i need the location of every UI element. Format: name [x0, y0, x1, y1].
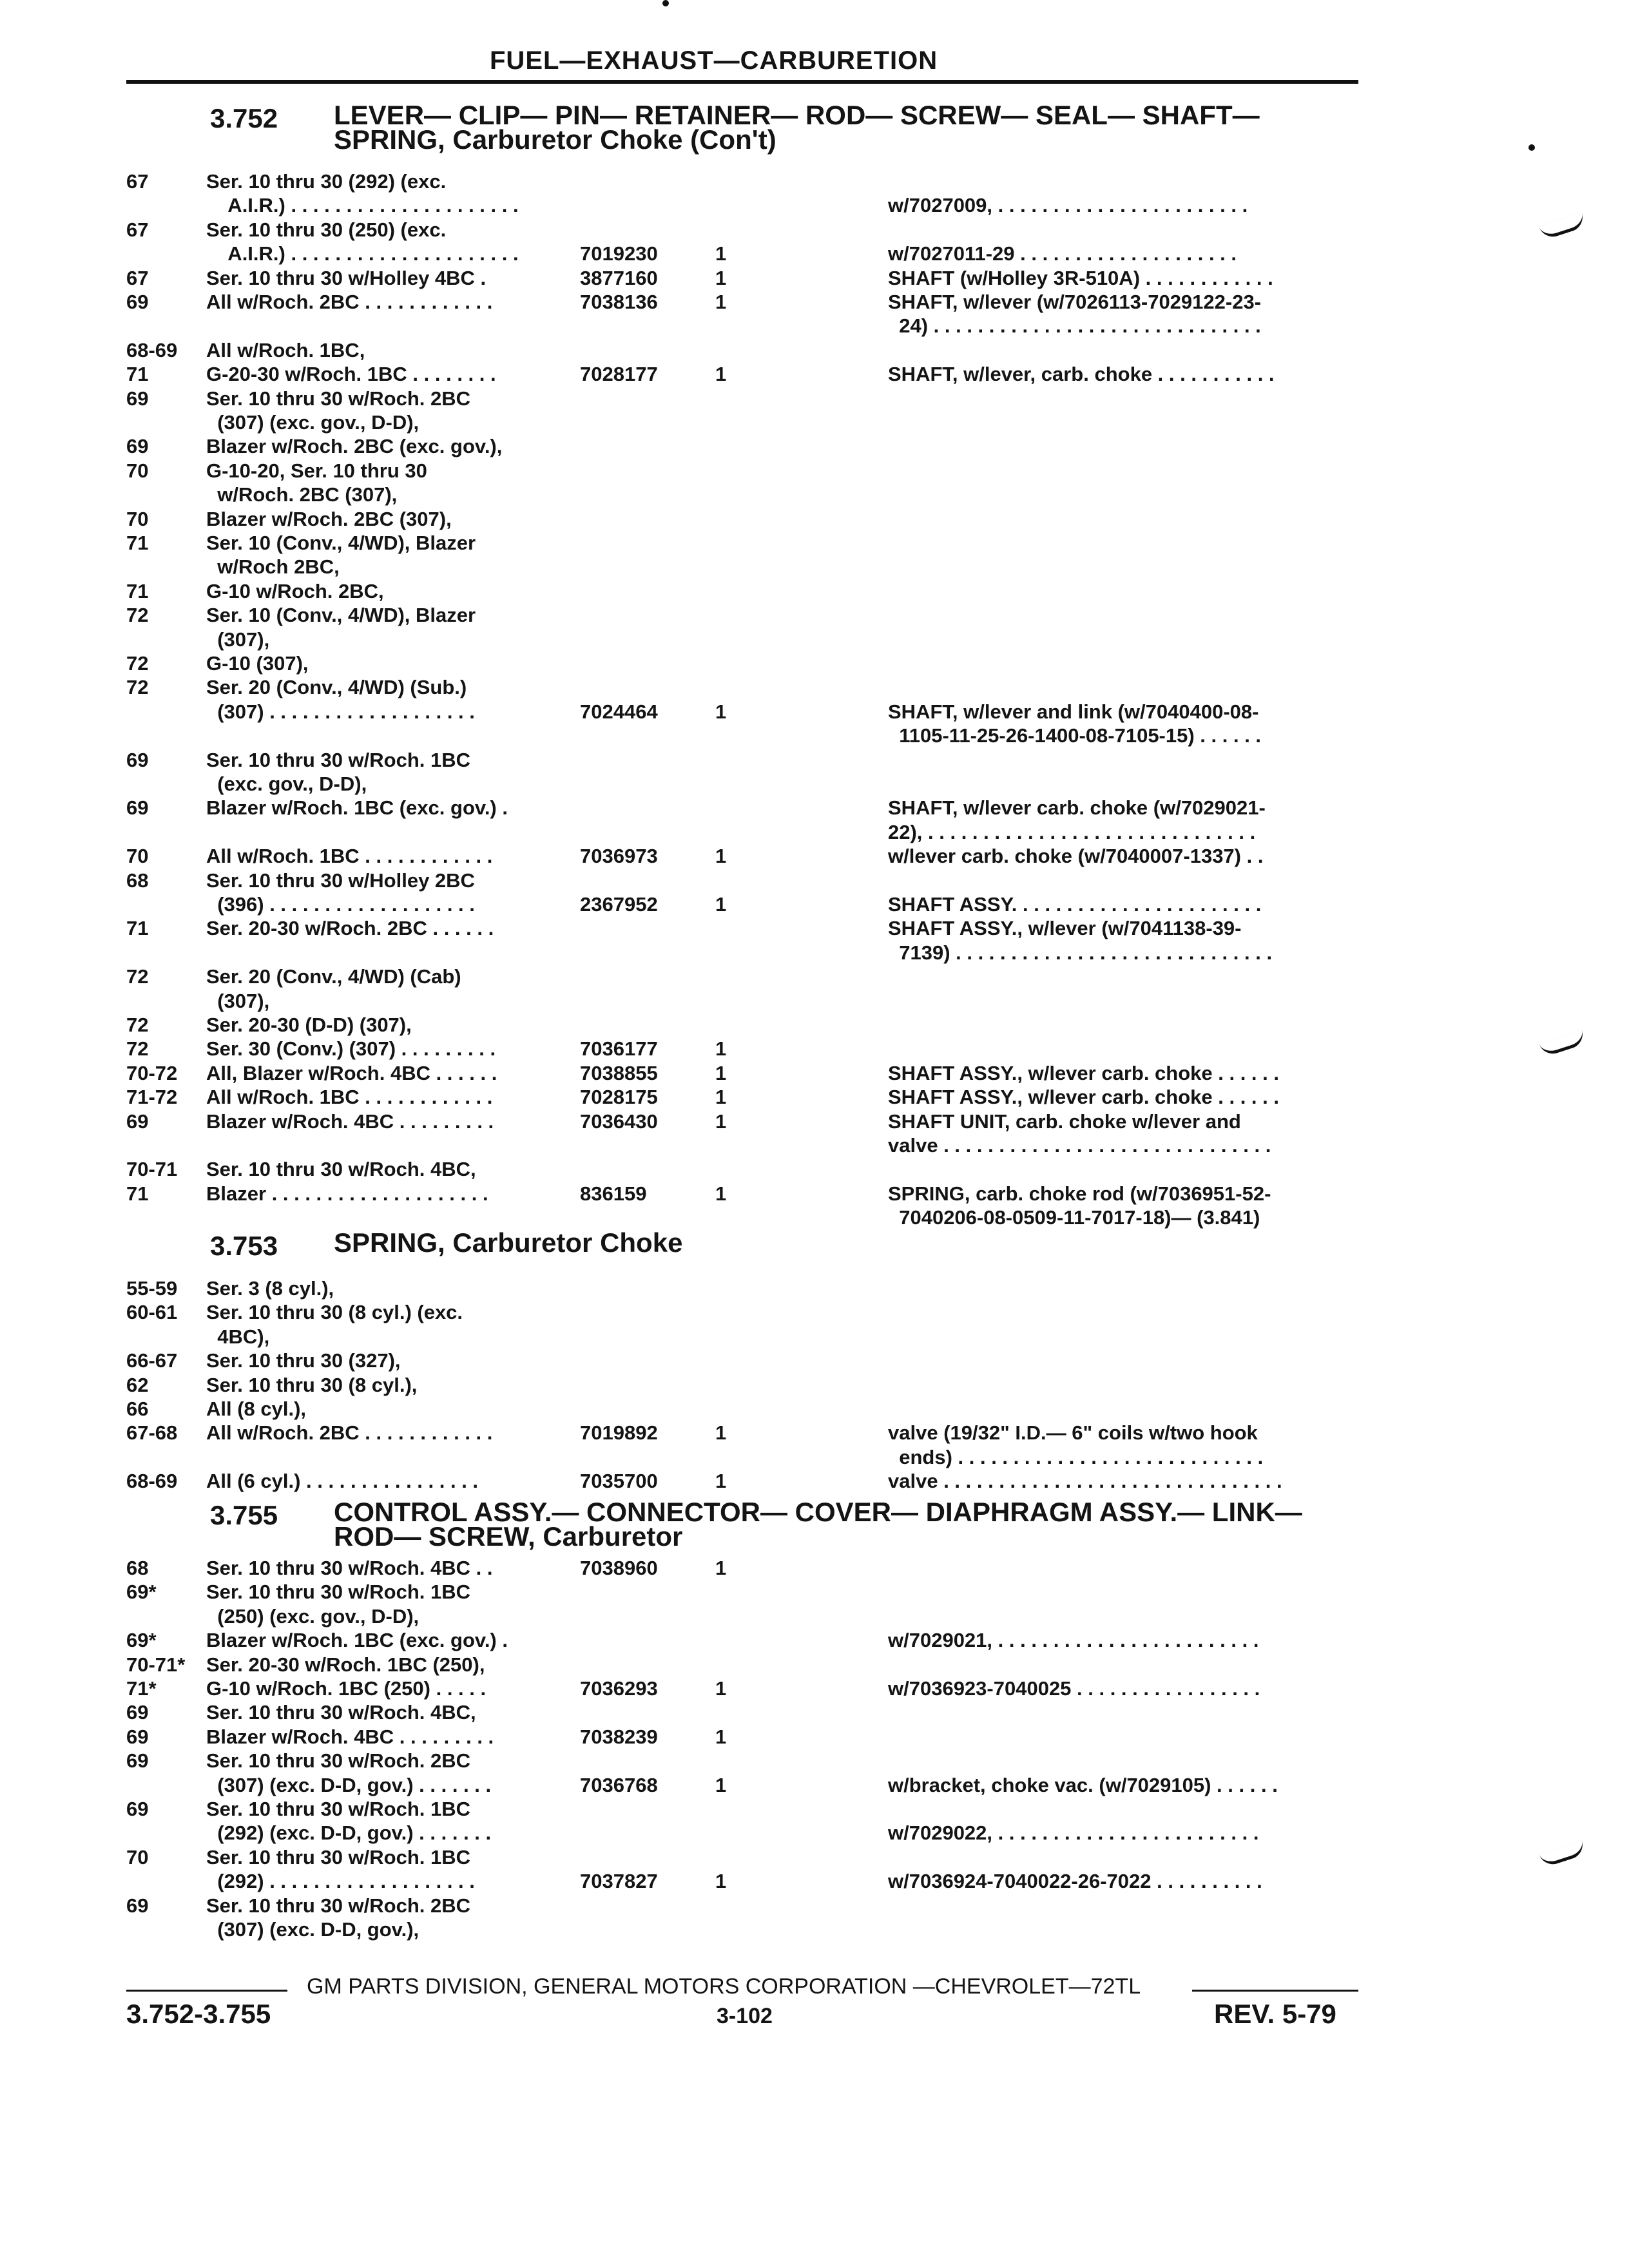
- application-cell: All w/Roch. 1BC . . . . . . . . . . . .: [206, 845, 493, 867]
- application-cell: (307) (exc. gov., D-D),: [206, 411, 419, 434]
- footer-rev: REV. 5-79: [1214, 1999, 1336, 2029]
- section-title: SPRING, Carburetor Choke: [334, 1227, 683, 1258]
- year-cell: 70-71: [126, 1158, 178, 1180]
- quantity-cell: 1: [715, 1870, 727, 1892]
- quantity-cell: 1: [715, 363, 727, 385]
- part-number-cell: 7019892: [580, 1421, 658, 1444]
- part-number-cell: 7019230: [580, 242, 658, 265]
- year-cell: 71: [126, 1182, 149, 1205]
- year-cell: 69: [126, 1894, 149, 1917]
- year-cell: 62: [126, 1374, 149, 1396]
- part-number-cell: 7036973: [580, 845, 658, 867]
- part-number-cell: 7035700: [580, 1470, 658, 1492]
- application-cell: Ser. 3 (8 cyl.),: [206, 1277, 334, 1300]
- application-cell: All w/Roch. 2BC . . . . . . . . . . . .: [206, 1421, 493, 1444]
- description-cell: SHAFT, w/lever, carb. choke . . . . . . . . . . .: [888, 363, 1275, 385]
- application-cell: Ser. 10 thru 30 w/Roch. 1BC: [206, 1798, 471, 1820]
- year-cell: 71*: [126, 1677, 157, 1700]
- description-cell: w/7036924-7040022-26-7022 . . . . . . . . . .: [888, 1870, 1262, 1892]
- quantity-cell: 1: [715, 267, 727, 289]
- footer-page: 3-102: [717, 2004, 773, 2028]
- year-cell: 71: [126, 363, 149, 385]
- year-cell: 72: [126, 676, 149, 698]
- application-cell: All, Blazer w/Roch. 4BC . . . . . .: [206, 1062, 497, 1084]
- year-cell: 69: [126, 1725, 149, 1748]
- application-cell: Ser. 10 thru 30 w/Holley 4BC .: [206, 267, 487, 289]
- description-cell: valve (19/32" I.D.— 6" coils w/two hook: [888, 1421, 1258, 1444]
- quantity-cell: 1: [715, 1677, 727, 1700]
- application-cell: (exc. gov., D-D),: [206, 773, 367, 795]
- footer-corp: GM PARTS DIVISION, GENERAL MOTORS CORPORATION —CHEVROLET—72TL: [307, 1974, 1141, 1999]
- application-cell: Blazer w/Roch. 1BC (exc. gov.) .: [206, 796, 508, 819]
- part-number-cell: 7028177: [580, 363, 658, 385]
- year-cell: 70: [126, 459, 149, 482]
- year-cell: 70-71*: [126, 1653, 186, 1676]
- part-number-cell: 7038855: [580, 1062, 658, 1084]
- year-cell: 69: [126, 1701, 149, 1724]
- year-cell: 71: [126, 580, 149, 602]
- year-cell: 67-68: [126, 1421, 178, 1444]
- quantity-cell: 1: [715, 893, 727, 916]
- part-number-cell: 7036293: [580, 1677, 658, 1700]
- application-cell: G-10 (307),: [206, 652, 309, 675]
- application-cell: G-10 w/Roch. 1BC (250) . . . . .: [206, 1677, 487, 1700]
- section-number: 3.753: [210, 1231, 278, 1261]
- year-cell: 69: [126, 387, 149, 410]
- application-cell: (307) (exc. D-D, gov.) . . . . . . .: [206, 1774, 492, 1796]
- application-cell: (307) (exc. D-D, gov.),: [206, 1918, 419, 1941]
- application-cell: w/Roch 2BC,: [206, 555, 340, 578]
- application-cell: G-20-30 w/Roch. 1BC . . . . . . . .: [206, 363, 496, 385]
- application-cell: 4BC),: [206, 1325, 270, 1348]
- year-cell: 68-69: [126, 339, 178, 361]
- application-cell: Ser. 10 thru 30 (8 cyl.) (exc.: [206, 1301, 463, 1323]
- application-cell: Ser. 10 thru 30 (292) (exc.: [206, 170, 447, 193]
- quantity-cell: 1: [715, 1557, 727, 1579]
- application-cell: (307),: [206, 990, 270, 1012]
- part-number-cell: 7036177: [580, 1037, 658, 1060]
- application-cell: w/Roch. 2BC (307),: [206, 483, 398, 506]
- part-number-cell: 7036768: [580, 1774, 658, 1796]
- description-cell: SHAFT ASSY., w/lever carb. choke . . . . . .: [888, 1086, 1279, 1108]
- application-cell: A.I.R.) . . . . . . . . . . . . . . . . . . . . .: [206, 242, 519, 265]
- description-cell: SHAFT ASSY., w/lever (w/7041138-39-: [888, 917, 1242, 939]
- application-cell: (250) (exc. gov., D-D),: [206, 1605, 419, 1628]
- description-cell: w/bracket, choke vac. (w/7029105) . . . . . .: [888, 1774, 1278, 1796]
- year-cell: 70: [126, 845, 149, 867]
- year-cell: 72: [126, 965, 149, 988]
- margin-dot: [1528, 144, 1535, 151]
- quantity-cell: 1: [715, 242, 727, 265]
- quantity-cell: 1: [715, 1086, 727, 1108]
- application-cell: Ser. 10 thru 30 w/Roch. 1BC: [206, 1581, 471, 1603]
- ink-speck: [662, 0, 669, 6]
- application-cell: (396) . . . . . . . . . . . . . . . . . . .: [206, 893, 475, 916]
- description-cell: ends) . . . . . . . . . . . . . . . . . . . . . . . . . . . .: [888, 1446, 1264, 1468]
- part-number-cell: 7037827: [580, 1870, 658, 1892]
- description-cell: 7040206-08-0509-11-7017-18)— (3.841): [888, 1206, 1260, 1229]
- application-cell: Ser. 10 thru 30 (8 cyl.),: [206, 1374, 418, 1396]
- application-cell: Blazer w/Roch. 4BC . . . . . . . . .: [206, 1725, 494, 1748]
- description-cell: w/7027011-29 . . . . . . . . . . . . . . . . . . . .: [888, 242, 1237, 265]
- application-cell: Blazer w/Roch. 2BC (exc. gov.),: [206, 435, 503, 457]
- application-cell: Ser. 10 (Conv., 4/WD), Blazer: [206, 532, 476, 554]
- part-number-cell: 7028175: [580, 1086, 658, 1108]
- application-cell: Ser. 10 thru 30 w/Roch. 2BC: [206, 1894, 471, 1917]
- description-cell: SHAFT, w/lever and link (w/7040400-08-: [888, 700, 1259, 723]
- description-cell: w/7029022, . . . . . . . . . . . . . . . . . . . . . . . .: [888, 1821, 1259, 1844]
- quantity-cell: 1: [715, 1470, 727, 1492]
- description-cell: 24) . . . . . . . . . . . . . . . . . . . . . . . . . . . . . .: [888, 314, 1261, 337]
- application-cell: Ser. 10 thru 30 w/Roch. 1BC: [206, 1846, 471, 1869]
- application-cell: Ser. 10 thru 30 w/Roch. 2BC: [206, 1749, 471, 1772]
- description-cell: SHAFT, w/lever (w/7026113-7029122-23-: [888, 291, 1262, 313]
- year-cell: 69: [126, 1749, 149, 1772]
- description-cell: SHAFT (w/Holley 3R-510A) . . . . . . . . . . . .: [888, 267, 1273, 289]
- year-cell: 69: [126, 435, 149, 457]
- year-cell: 70-72: [126, 1062, 178, 1084]
- margin-tick: [1539, 1840, 1586, 1869]
- year-cell: 72: [126, 604, 149, 626]
- quantity-cell: 1: [715, 291, 727, 313]
- description-cell: 1105-11-25-26-1400-08-7105-15) . . . . . .: [888, 724, 1262, 747]
- year-cell: 72: [126, 1014, 149, 1036]
- application-cell: Ser. 10 thru 30 w/Roch. 4BC,: [206, 1701, 476, 1724]
- application-cell: (292) (exc. D-D, gov.) . . . . . . .: [206, 1821, 492, 1844]
- part-number-cell: 2367952: [580, 893, 658, 916]
- year-cell: 70: [126, 508, 149, 530]
- application-cell: Ser. 10 thru 30 w/Roch. 4BC . .: [206, 1557, 493, 1579]
- footer-rule-left: [126, 1990, 287, 1992]
- application-cell: Ser. 20 (Conv., 4/WD) (Cab): [206, 965, 461, 988]
- application-cell: Ser. 10 thru 30 w/Roch. 2BC: [206, 387, 471, 410]
- description-cell: SHAFT ASSY., w/lever carb. choke . . . . . .: [888, 1062, 1279, 1084]
- year-cell: 67: [126, 267, 149, 289]
- description-cell: 22), . . . . . . . . . . . . . . . . . . . . . . . . . . . . . .: [888, 821, 1256, 843]
- part-number-cell: 7038136: [580, 291, 658, 313]
- year-cell: 69: [126, 1110, 149, 1133]
- section-title: CONTROL ASSY.— CONNECTOR— COVER— DIAPHRAGM ASSY.— LINK— ROD— SCREW, Carburetor: [334, 1497, 1302, 1552]
- description-cell: w/7027009, . . . . . . . . . . . . . . . . . . . . . . .: [888, 194, 1248, 216]
- year-cell: 69: [126, 1798, 149, 1820]
- quantity-cell: 1: [715, 1110, 727, 1133]
- quantity-cell: 1: [715, 1182, 727, 1205]
- quantity-cell: 1: [715, 845, 727, 867]
- application-cell: Ser. 30 (Conv.) (307) . . . . . . . . .: [206, 1037, 496, 1060]
- footer-rule-right: [1192, 1990, 1358, 1992]
- application-cell: (307),: [206, 628, 270, 651]
- year-cell: 70: [126, 1846, 149, 1869]
- application-cell: Ser. 10 thru 30 w/Holley 2BC: [206, 869, 475, 892]
- year-cell: 71: [126, 532, 149, 554]
- description-cell: w/7029021, . . . . . . . . . . . . . . . . . . . . . . . .: [888, 1629, 1259, 1651]
- year-cell: 66-67: [126, 1349, 178, 1372]
- year-cell: 68: [126, 1557, 149, 1579]
- part-number-cell: 7038960: [580, 1557, 658, 1579]
- description-cell: valve . . . . . . . . . . . . . . . . . . . . . . . . . . . . . .: [888, 1134, 1271, 1157]
- application-cell: Ser. 20-30 w/Roch. 2BC . . . . . .: [206, 917, 494, 939]
- application-cell: (307) . . . . . . . . . . . . . . . . . . .: [206, 700, 475, 723]
- year-cell: 72: [126, 1037, 149, 1060]
- year-cell: 68: [126, 869, 149, 892]
- year-cell: 69*: [126, 1629, 157, 1651]
- part-number-cell: 7038239: [580, 1725, 658, 1748]
- header-rule: [126, 80, 1358, 84]
- quantity-cell: 1: [715, 1421, 727, 1444]
- year-cell: 72: [126, 652, 149, 675]
- year-cell: 67: [126, 218, 149, 241]
- application-cell: Ser. 20-30 w/Roch. 1BC (250),: [206, 1653, 485, 1676]
- application-cell: Ser. 20-30 (D-D) (307),: [206, 1014, 412, 1036]
- application-cell: All w/Roch. 2BC . . . . . . . . . . . .: [206, 291, 493, 313]
- quantity-cell: 1: [715, 1774, 727, 1796]
- application-cell: G-10 w/Roch. 2BC,: [206, 580, 384, 602]
- quantity-cell: 1: [715, 1037, 727, 1060]
- description-cell: SPRING, carb. choke rod (w/7036951-52-: [888, 1182, 1271, 1205]
- application-cell: Ser. 10 (Conv., 4/WD), Blazer: [206, 604, 476, 626]
- year-cell: 69*: [126, 1581, 157, 1603]
- description-cell: SHAFT ASSY. . . . . . . . . . . . . . . . . . . . . . .: [888, 893, 1262, 916]
- application-cell: Blazer w/Roch. 2BC (307),: [206, 508, 452, 530]
- section-title: LEVER— CLIP— PIN— RETAINER— ROD— SCREW— SEAL— SHAFT— SPRING, Carburetor Choke (Con't): [334, 100, 1260, 155]
- quantity-cell: 1: [715, 1725, 727, 1748]
- part-number-cell: 7036430: [580, 1110, 658, 1133]
- description-cell: w/lever carb. choke (w/7040007-1337) . .: [888, 845, 1264, 867]
- application-cell: All (6 cyl.) . . . . . . . . . . . . . . . .: [206, 1470, 479, 1492]
- section-number: 3.752: [210, 103, 278, 133]
- year-cell: 69: [126, 749, 149, 771]
- year-cell: 71-72: [126, 1086, 178, 1108]
- year-cell: 68-69: [126, 1470, 178, 1492]
- quantity-cell: 1: [715, 700, 727, 723]
- application-cell: Ser. 10 thru 30 (327),: [206, 1349, 401, 1372]
- application-cell: Blazer . . . . . . . . . . . . . . . . . . . .: [206, 1182, 488, 1205]
- margin-tick: [1539, 213, 1586, 241]
- application-cell: Ser. 10 thru 30 w/Roch. 1BC: [206, 749, 471, 771]
- margin-tick: [1539, 1030, 1586, 1058]
- application-cell: Ser. 20 (Conv., 4/WD) (Sub.): [206, 676, 467, 698]
- year-cell: 66: [126, 1398, 149, 1420]
- year-cell: 69: [126, 291, 149, 313]
- description-cell: w/7036923-7040025 . . . . . . . . . . . . . . . . .: [888, 1677, 1260, 1700]
- application-cell: A.I.R.) . . . . . . . . . . . . . . . . . . . . .: [206, 194, 519, 216]
- quantity-cell: 1: [715, 1062, 727, 1084]
- year-cell: 55-59: [126, 1277, 178, 1300]
- footer-range: 3.752-3.755: [126, 1999, 271, 2029]
- year-cell: 60-61: [126, 1301, 178, 1323]
- application-cell: (292) . . . . . . . . . . . . . . . . . . .: [206, 1870, 475, 1892]
- part-number-cell: 7024464: [580, 700, 658, 723]
- application-cell: All w/Roch. 1BC,: [206, 339, 365, 361]
- description-cell: valve . . . . . . . . . . . . . . . . . . . . . . . . . . . . . . .: [888, 1470, 1282, 1492]
- part-number-cell: 3877160: [580, 267, 658, 289]
- year-cell: 71: [126, 917, 149, 939]
- description-cell: 7139) . . . . . . . . . . . . . . . . . . . . . . . . . . . . .: [888, 941, 1273, 964]
- description-cell: SHAFT UNIT, carb. choke w/lever and: [888, 1110, 1241, 1133]
- year-cell: 67: [126, 170, 149, 193]
- page-header: FUEL—EXHAUST—CARBURETION: [490, 46, 938, 75]
- part-number-cell: 836159: [580, 1182, 647, 1205]
- description-cell: SHAFT, w/lever carb. choke (w/7029021-: [888, 796, 1266, 819]
- section-number: 3.755: [210, 1500, 278, 1530]
- application-cell: Blazer w/Roch. 4BC . . . . . . . . .: [206, 1110, 494, 1133]
- application-cell: Ser. 10 thru 30 w/Roch. 4BC,: [206, 1158, 476, 1180]
- application-cell: All w/Roch. 1BC . . . . . . . . . . . .: [206, 1086, 493, 1108]
- application-cell: Blazer w/Roch. 1BC (exc. gov.) .: [206, 1629, 508, 1651]
- year-cell: 69: [126, 796, 149, 819]
- application-cell: G-10-20, Ser. 10 thru 30: [206, 459, 427, 482]
- application-cell: Ser. 10 thru 30 (250) (exc.: [206, 218, 447, 241]
- application-cell: All (8 cyl.),: [206, 1398, 307, 1420]
